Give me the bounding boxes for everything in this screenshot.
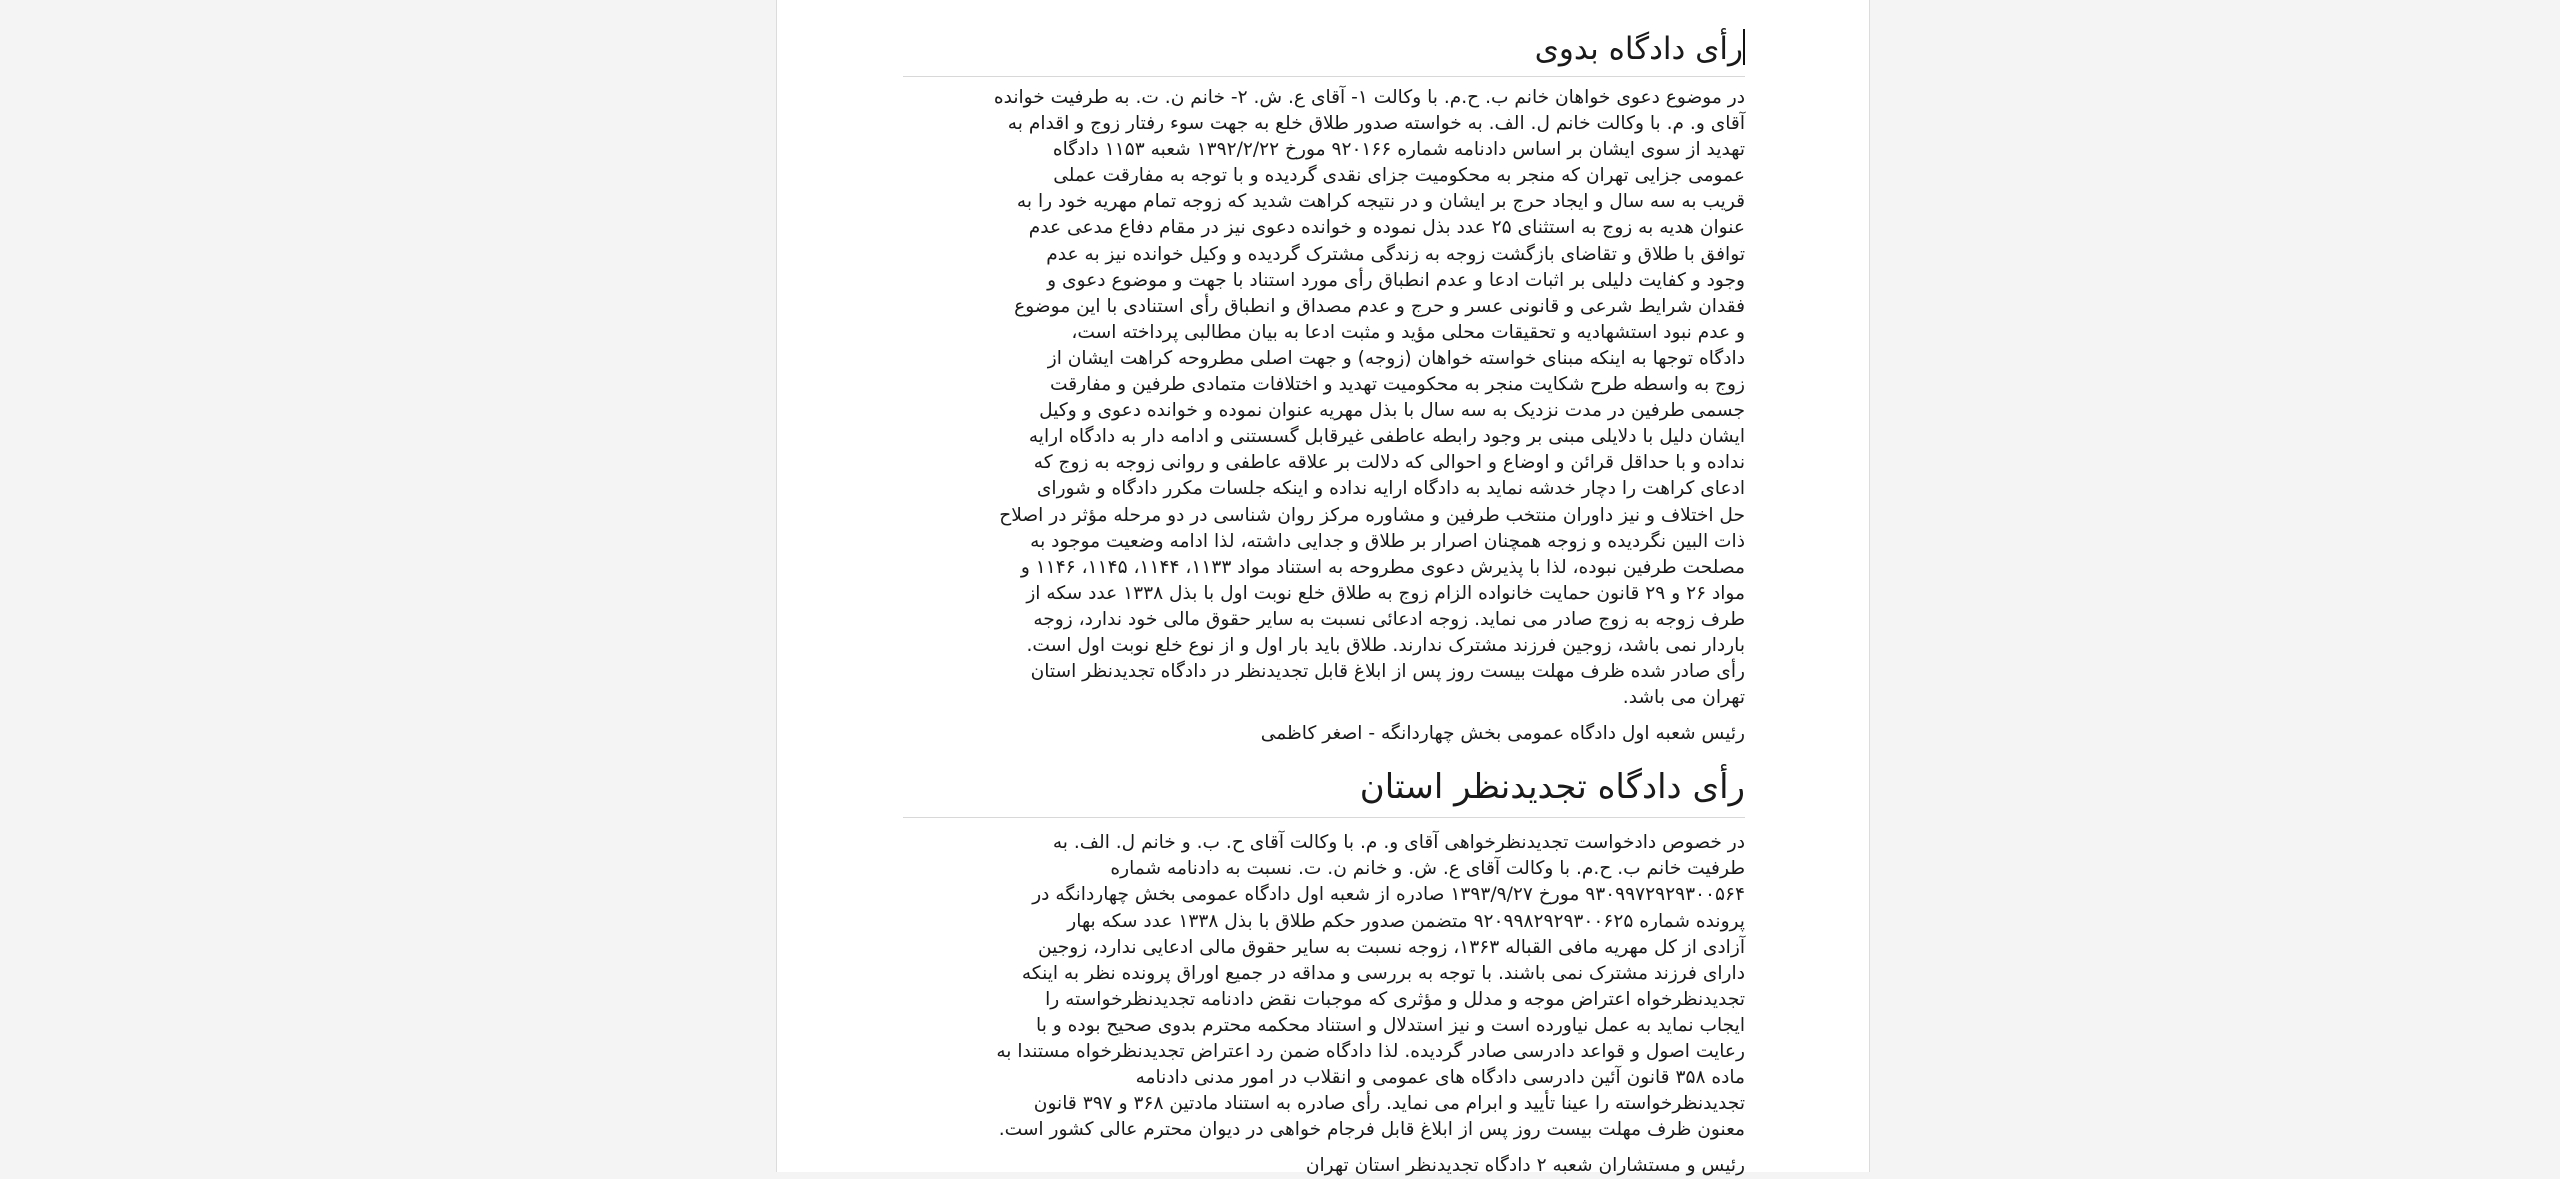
text-line: توافق با طلاق و تقاضای بازگشت زوجه به زندگی مشترک گردیده و وکیل خوانده نیز به عدم xyxy=(1046,243,1745,265)
text-line: باردار نمی باشد، زوجین فرزند مشترک ندارند. طلاق باید بار اول و از نوع خلع نوبت اول است. xyxy=(1026,634,1745,656)
text-line: پرونده شماره ۹۲۰۹۹۸۲۹۲۹۳۰۰۶۲۵ متضمن صدور حکم طلاق با بذل ۱۳۳۸ عدد سکه بهار xyxy=(1067,910,1745,932)
appeal-signature: رئیس و مستشاران شعبه ۲ دادگاه تجدیدنظر استان تهران xyxy=(1305,1155,1745,1177)
text-line: ادعای کراهت را دچار خدشه نماید به دادگاه ارایه نداده و اینکه جلسات مکرر دادگاه و شورای xyxy=(1036,478,1745,500)
text-line: زوج به واسطه طرح شکایت منجر به محکومیت تهدید و اختلافات متمادی طرفین و مفارقت xyxy=(1050,374,1745,396)
first-instance-verdict-text xyxy=(903,85,1745,711)
text-line: دارای فرزند مشترک نمی باشند. با توجه به بررسی و مداقه در جمیع اوراق پرونده نظر به اینکه xyxy=(1021,962,1745,984)
appeal-verdict-text xyxy=(903,830,1745,1143)
text-line: طرفیت خانم ب. ح.م. با وکالت آقای ع. ش. و خانم ن. ت. نسبت به دادنامه شماره xyxy=(1110,858,1745,880)
text-line: حل اختلاف و نیز داوران منتخب طرفین و مشاوره مرکز روان شناسی در دو مرحله مؤثر در اصلاح xyxy=(999,504,1745,526)
text-line: عنوان هدیه به زوج به استثنای ۲۵ عدد بذل نموده و خوانده دعوی نیز در مقام دفاع مدعی عدم xyxy=(1028,217,1745,239)
text-cursor xyxy=(1743,29,1745,65)
text-line: ایجاب نماید به عمل نیاورده است و نیز استدلال و استناد محکمه محترم بدوی صحیح بوده و با xyxy=(1036,1014,1745,1036)
text-line: مواد ۲۶ و ۲۹ قانون حمایت خانواده الزام زوج به طلاق خلع نوبت اول با بذل ۱۳۳۸ عدد سکه از xyxy=(1026,582,1745,604)
text-line: ذات البین نگردیده و زوجه همچنان اصرار بر طلاق و جدایی داشته، لذا ادامه وضعیت موجود به xyxy=(1030,530,1745,552)
text-line: طرف زوجه به زوج صادر می نماید. زوجه ادعائی نسبت به سایر حقوق مالی خود ندارد، زوجه xyxy=(1033,608,1745,630)
text-line: فقدان شرایط شرعی و قانونی عسر و حرج و عدم مصداق و انطباق رأی استنادی با این موضوع xyxy=(1014,295,1745,317)
text-line: عمومی جزایی تهران که منجر به محکومیت جزای نقدی گردیده و با توجه به مفارقت عملی xyxy=(1053,165,1745,187)
appeal-heading[interactable]: رأی دادگاه تجدیدنظر استان xyxy=(903,763,1745,818)
text-line: مصلحت طرفین نبوده، لذا با پذیرش دعوی مطروحه به استناد مواد ۱۱۳۳، ۱۱۴۴، ۱۱۴۵، ۱۱۴۶ و xyxy=(1020,556,1745,578)
text-line: تجدیدنظرخواسته را عینا تأیید و ابرام می نماید. رأی صادره به استناد مادتین ۳۶۸ و ۳۹۷ قانون xyxy=(1033,1093,1745,1115)
text-line: رعایت اصول و قواعد دادرسی صادر گردیده. لذا دادگاه ضمن رد اعتراض تجدیدنظرخواه مستندا به xyxy=(996,1041,1745,1062)
first-instance-heading[interactable] xyxy=(903,28,1745,77)
text-line: رأی صادر شده ظرف مهلت بیست روز پس از ابلاغ قابل تجدیدنظر در دادگاه تجدیدنظر استان xyxy=(1030,661,1745,683)
first-instance-title: رأی دادگاه بدوی xyxy=(1534,31,1743,67)
text-line: نداده و با حداقل قرائن و اوضاع و احوالی که دلالت بر علاقه عاطفی و روانی زوجه به زوج که xyxy=(1033,452,1745,474)
text-line: معنون ظرف مهلت بیست روز پس از ابلاغ قابل فرجام خواهی در دیوان محترم عالی کشور است. xyxy=(998,1119,1745,1141)
document-content[interactable] xyxy=(903,28,1745,1179)
text-line: آزادی از کل مهریه مافی القباله ۱۳۶۳، زوجه نسبت به سایر حقوق مالی ادعایی ندارد، زوجین xyxy=(1038,936,1745,958)
text-line: در موضوع دعوی خواهان خانم ب. ح.م. با وکالت ۱- آقای ع. ش. ۲- خانم ن. ت. به طرفیت خوانده xyxy=(993,87,1745,108)
text-line: تهران می باشد. xyxy=(1622,687,1745,709)
text-line: ایشان دلیل با دلایلی مبنی بر وجود رابطه عاطفی غیرقابل گسستنی و ادامه دار به دادگاه ارایه xyxy=(1028,426,1745,448)
text-line: و عدم نبود استشهادیه و تحقیقات محلی مؤید و مثبت ادعا به بیان مطالبی پرداخته است، xyxy=(1071,321,1745,343)
document-page[interactable] xyxy=(776,0,1870,1177)
text-line: ۹۳۰۹۹۷۲۹۲۹۳۰۰۵۶۴ مورخ ۱۳۹۳/۹/۲۷ صادره از شعبه اول دادگاه عمومی بخش چهاردانگه در xyxy=(1032,884,1745,906)
text-line: قریب به سه سال و ایجاد حرج بر ایشان و در نتیجه کراهت شدید که زوجه تمام مهریه خود را به xyxy=(1016,191,1745,213)
text-line: آقای و. م. با وکالت خانم ل. الف. به خواسته صدور طلاق خلع به جهت سوء رفتار زوج و اقدام به xyxy=(1007,113,1745,135)
text-line: ماده ۳۵۸ قانون آئین دادرسی دادگاه های عمومی و انقلاب در امور مدنی دادنامه xyxy=(1135,1067,1745,1089)
text-line: تجدیدنظرخواه اعتراض موجه و مدلل و مؤثری که موجبات نقض دادنامه تجدیدنظرخواسته را xyxy=(1045,988,1745,1010)
first-instance-signature: رئیس شعبه اول دادگاه عمومی بخش چهاردانگه - اصغر کاظمی xyxy=(1260,723,1745,745)
text-line: جسمی طرفین در مدت نزدیک به سه سال با بذل مهریه عنوان نموده و خوانده دعوی و وکیل xyxy=(1039,400,1745,422)
text-line: در خصوص دادخواست تجدیدنظرخواهی آقای و. م. با وکالت آقای ح. ب. و خانم ل. الف. به xyxy=(1052,832,1745,854)
text-line: دادگاه توجها به اینکه مبنای خواسته خواهان (زوجه) و جهت اصلی مطروحه کراهت ایشان از xyxy=(1047,347,1745,369)
text-line: تهدید از سوی ایشان بر اساس دادنامه شماره ۹۲۰۱۶۶ مورخ ۱۳۹۲/۲/۲۲ شعبه ۱۱۵۳ دادگاه xyxy=(1052,139,1745,161)
text-line: وجود و کفایت دلیلی بر اثبات ادعا و عدم انطباق رأی مورد استناد با جهت و موضوع دعوی و xyxy=(1047,269,1745,291)
